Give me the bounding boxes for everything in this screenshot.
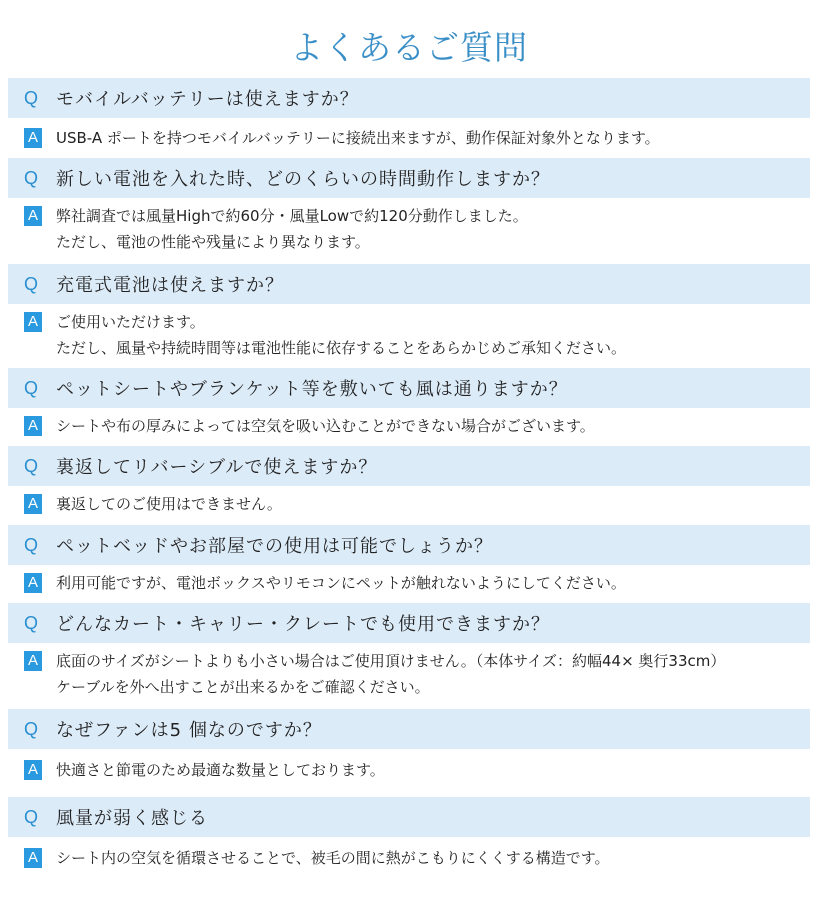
faq-question — [8, 525, 810, 565]
answer-line: ただし、電池の性能や残量により異なります。 — [56, 233, 370, 251]
question-text: ペットベッドやお部屋での使用は可能でしょうか？ — [56, 536, 493, 557]
faq-question — [8, 264, 810, 304]
faq-answer — [8, 413, 810, 439]
question-mark-label: Q — [24, 455, 39, 476]
answer-line: 利用可能ですが、電池ボックスやリモコンにペットが触れないようにしてください。 — [56, 574, 626, 592]
faq-question — [8, 78, 810, 118]
faq-question — [8, 709, 810, 749]
answer-line: シート内の空気を循環させることで、被毛の間に熱がこもりにくくする構造です。 — [56, 849, 610, 867]
answer-mark-label: A — [24, 760, 42, 780]
question-mark-label: Q — [24, 612, 39, 633]
question-text: モバイルバッテリーは使えますか？ — [56, 89, 359, 110]
answer-text — [56, 309, 626, 361]
faq-question — [8, 158, 810, 198]
answer-line: ただし、風量や持続時間等は電池性能に依存することをあらかじめご承知ください。 — [56, 339, 627, 357]
answer-text — [56, 845, 610, 871]
answer-text — [56, 648, 725, 700]
answer-mark-label: A — [24, 494, 42, 514]
answer-text — [56, 203, 528, 255]
answer-mark-label: A — [24, 128, 42, 148]
question-text: ペットシートやブランケット等を敷いても風は通りますか？ — [56, 379, 568, 400]
answer-mark-label: A — [24, 573, 42, 593]
question-mark-label: Q — [24, 534, 39, 555]
question-text: 充電式電池は使えますか？ — [56, 275, 284, 296]
answer-line: ご使用いただけます。 — [56, 313, 205, 331]
question-text: なぜファンは5 個なのですか？ — [56, 720, 322, 741]
answer-mark-label: A — [24, 651, 42, 671]
question-mark-label: Q — [24, 273, 39, 294]
question-text: 裏返してリバーシブルで使えますか？ — [56, 457, 378, 478]
question-mark-label: Q — [24, 377, 39, 398]
answer-mark-label: A — [24, 312, 42, 332]
answer-text — [56, 757, 385, 783]
question-mark-label: Q — [24, 167, 39, 188]
faq-answer — [8, 125, 810, 151]
faq-answer — [8, 203, 810, 255]
faq-answer — [8, 570, 810, 596]
faq-question — [8, 446, 810, 486]
faq-answer — [8, 648, 810, 700]
faq-question — [8, 797, 810, 837]
answer-text — [56, 491, 282, 517]
faq-answer — [8, 309, 810, 361]
answer-mark-label: A — [24, 416, 42, 436]
question-mark-label: Q — [24, 806, 39, 827]
faq-question — [8, 368, 810, 408]
question-text: どんなカート・キャリー・クレートでも使用できますか？ — [56, 614, 550, 635]
question-mark-label: Q — [24, 87, 39, 108]
faq-answer — [8, 757, 810, 783]
faq-answer — [8, 845, 810, 871]
answer-line: 弊社調査では風量Highで約60分・風量Lowで約120分動作しました。 — [56, 207, 528, 225]
question-mark-label: Q — [24, 718, 39, 739]
answer-line: USB-A ポートを持つモバイルバッテリーに接続出来ますが、動作保証対象外となります。 — [56, 129, 660, 147]
answer-line: 裏返してのご使用はできません。 — [56, 495, 282, 513]
answer-text — [56, 570, 626, 596]
answer-text — [56, 125, 660, 151]
answer-mark-label: A — [24, 206, 42, 226]
answer-line: 底面のサイズがシートよりも小さい場合はご使用頂けません。（本体サイズ：約幅44× 奥行33cm） — [56, 652, 726, 670]
answer-mark-label: A — [24, 848, 42, 868]
answer-line: シートや布の厚みによっては空気を吸い込むことができない場合がございます。 — [56, 417, 595, 435]
answer-line: ケーブルを外へ出すことが出来るかをご確認ください。 — [56, 678, 430, 696]
answer-line: 快適さと節電のため最適な数量としております。 — [56, 761, 385, 779]
answer-text — [56, 413, 595, 439]
question-text: 新しい電池を入れた時、どのくらいの時間動作しますか？ — [56, 169, 550, 190]
question-text: 風量が弱く感じる — [56, 808, 208, 829]
page-title: よくあるご質問 — [290, 28, 528, 67]
faq-answer — [8, 491, 810, 517]
faq-question — [8, 603, 810, 643]
